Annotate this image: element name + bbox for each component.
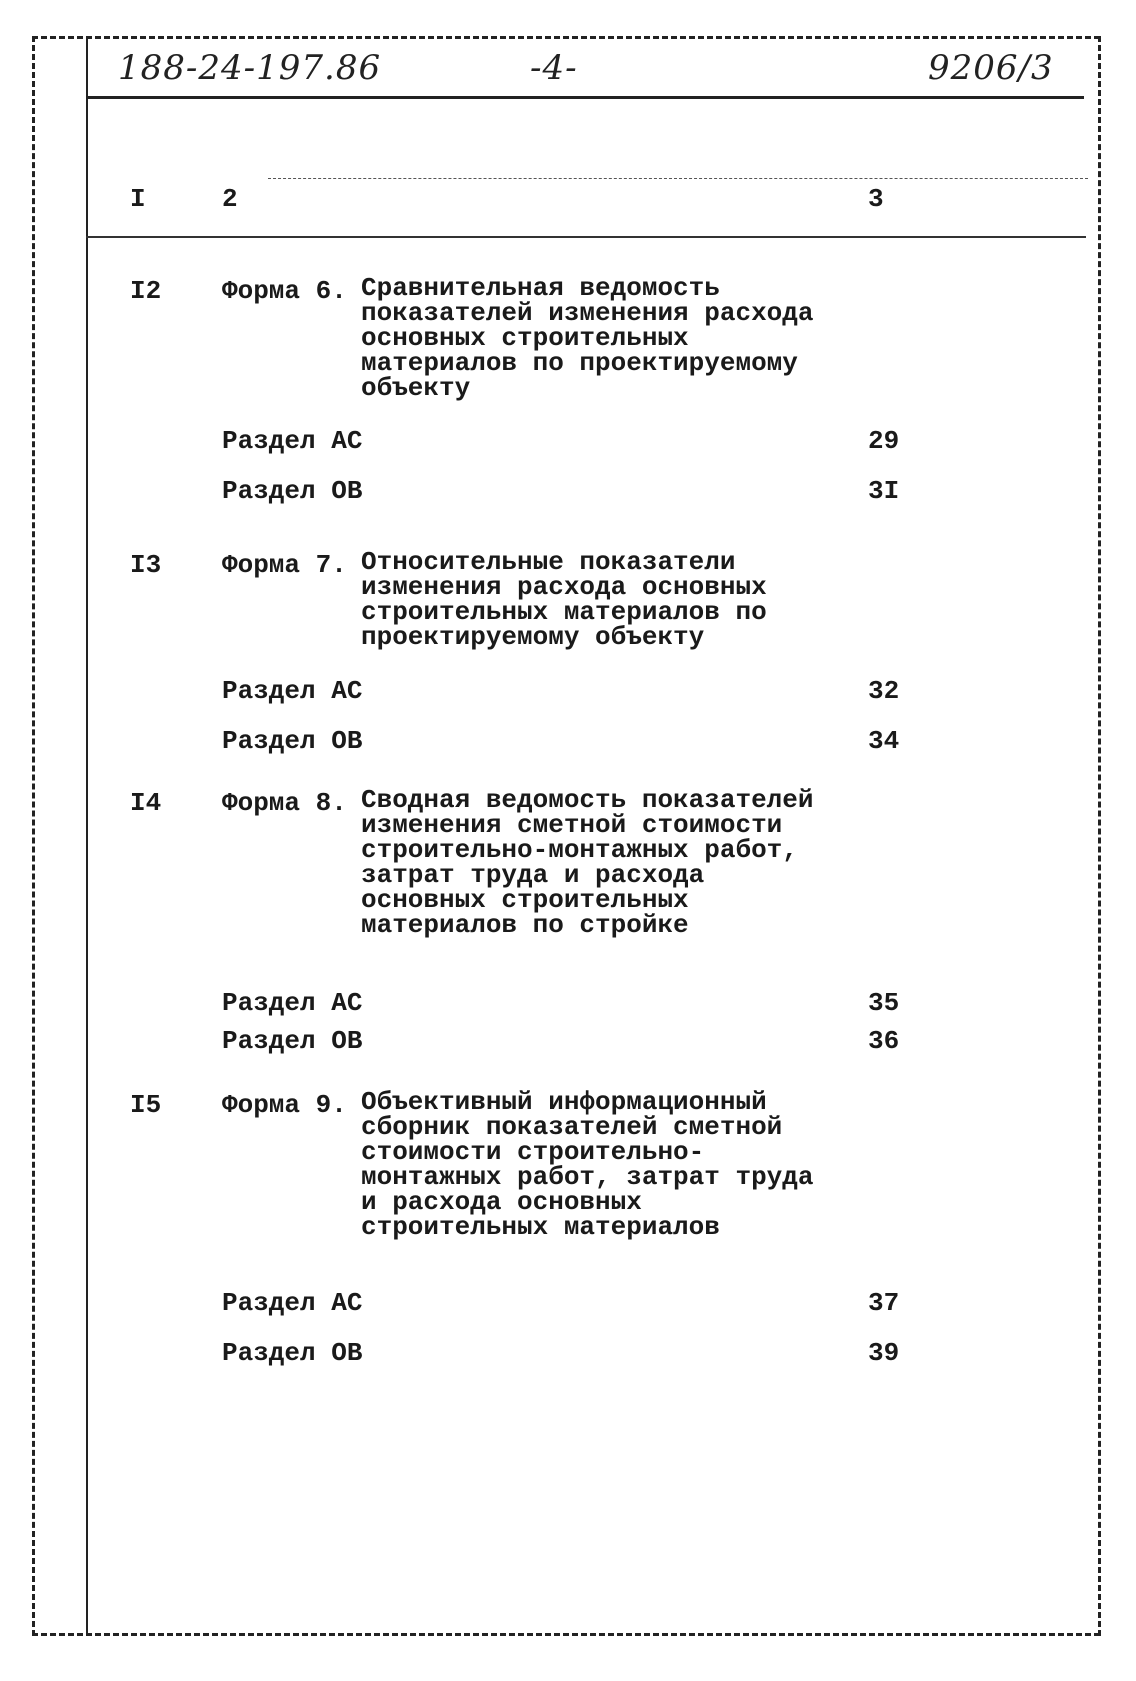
section-page: 36 <box>868 1026 900 1056</box>
document-code: 188-24-197.86 <box>118 48 382 88</box>
column-header-title: 2 <box>222 184 238 214</box>
section-label: Раздел АС <box>222 1288 363 1318</box>
section-page: 35 <box>868 988 900 1018</box>
entry-number: I2 <box>130 276 162 306</box>
column-header-number: I <box>130 184 146 214</box>
section-page: 39 <box>868 1338 900 1368</box>
section-label: Раздел АС <box>222 988 363 1018</box>
sheet-code: 9206/3 <box>928 48 1054 88</box>
section-page: 32 <box>868 676 900 706</box>
frame-left-border <box>32 36 35 1636</box>
entry-number: I3 <box>130 550 162 580</box>
entry-number: I5 <box>130 1090 162 1120</box>
frame-top-border <box>32 36 1100 39</box>
frame-binding-line <box>86 36 88 1636</box>
entry-form-label: Форма 9. <box>222 1090 347 1120</box>
section-page: 34 <box>868 726 900 756</box>
table-top-rule <box>268 178 1088 179</box>
frame-bottom-border <box>32 1633 1100 1636</box>
entry-form-label: Форма 6. <box>222 276 347 306</box>
entry-form-label: Форма 7. <box>222 550 347 580</box>
column-header-page: 3 <box>868 184 884 214</box>
section-page: 37 <box>868 1288 900 1318</box>
entry-description: Сравнительная ведомость показателей изменения расхода основных строительных материалов по проектируемому объекту <box>361 273 814 403</box>
entry-description: Сводная ведомость показателей изменения сметной стоимости строительно-монтажных работ, затрат труда и расхода основных строительных материалов по стройке <box>361 785 814 940</box>
entry-description: Относительные показатели изменения расхода основных строительных материалов по проектируемому объекту <box>361 547 767 652</box>
entry-form-label: Форма 8. <box>222 788 347 818</box>
entry-number: I4 <box>130 788 162 818</box>
page-number: -4- <box>530 48 578 88</box>
section-label: Раздел АС <box>222 426 363 456</box>
section-page: 3I <box>868 476 900 506</box>
entry-description: Объективный информационный сборник показателей сметной стоимости строительно-монтажных работ, затрат труда и расхода основных строительных материалов <box>361 1087 814 1242</box>
section-label: Раздел ОВ <box>222 1026 363 1056</box>
frame-right-border <box>1098 36 1101 1636</box>
section-label: Раздел ОВ <box>222 726 363 756</box>
section-label: Раздел АС <box>222 676 363 706</box>
table-header-rule <box>86 236 1086 238</box>
section-label: Раздел ОВ <box>222 1338 363 1368</box>
header-rule <box>86 96 1084 99</box>
section-page: 29 <box>868 426 900 456</box>
section-label: Раздел ОВ <box>222 476 363 506</box>
